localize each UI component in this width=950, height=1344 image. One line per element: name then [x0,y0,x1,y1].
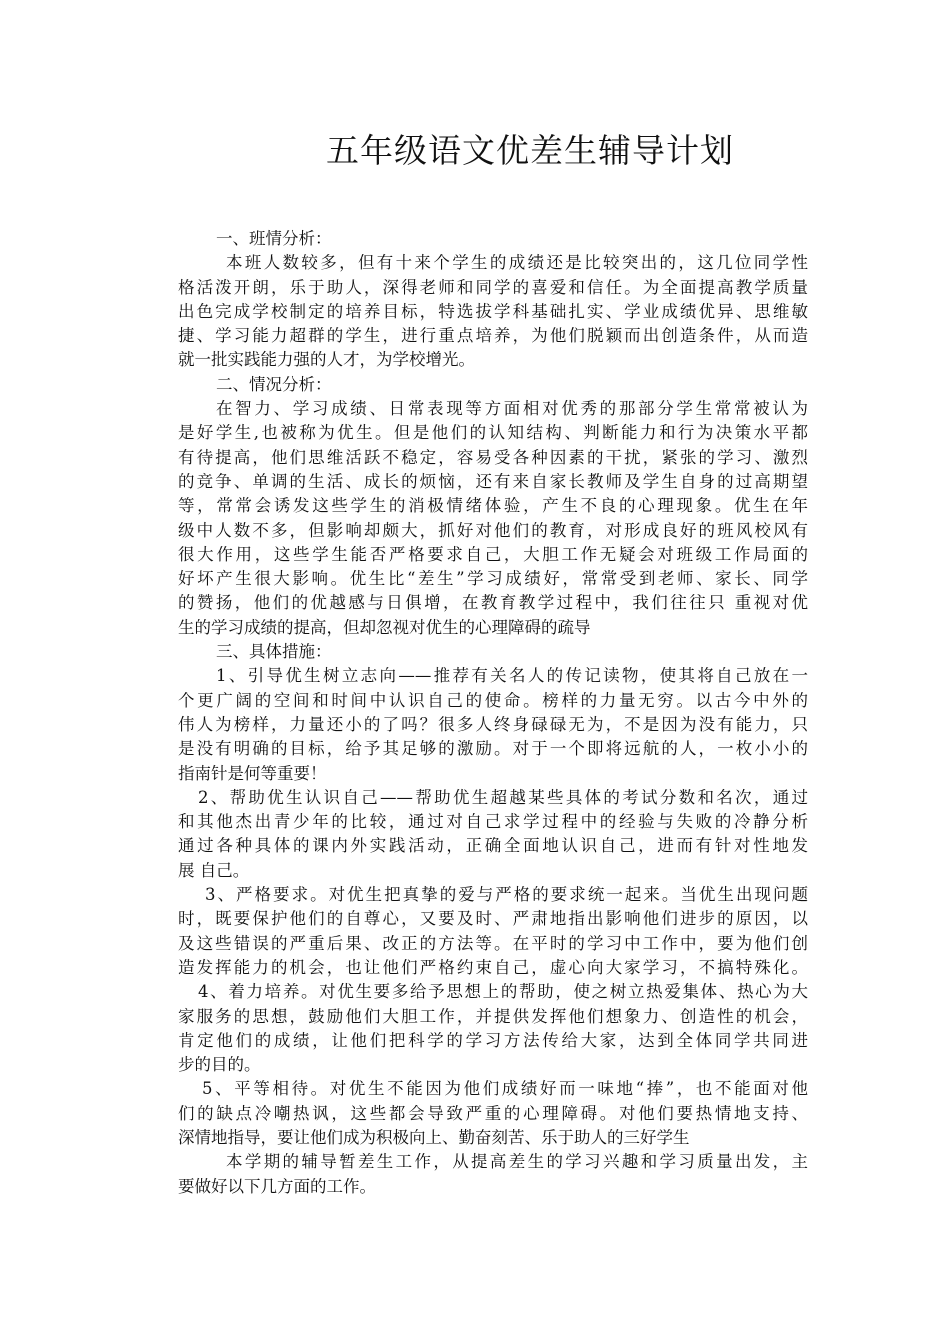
paragraph-line: 好坏产生很大影响。优生比“差生”学习成绩好，常常受到老师、家长、同学 [178,569,808,589]
paragraph-line: 就一批实践能力强的人才，为学校增光。 [178,350,475,370]
section-heading: 二、情况分析： [216,374,332,394]
paragraph-line: 3、严格要求。对优生把真挚的爱与严格的要求统一起来。当优生出现问题 [205,885,808,905]
paragraph-line: 出色完成学校制定的培养目标，特选拔学科基础扎实、学业成绩优异、思维敏 [178,301,808,321]
paragraph-line: 深情地指导，要让他们成为积极向上、勤奋刻苦、乐于助人的三好学生 [178,1127,690,1147]
paragraph-line: 步的目的。 [178,1055,261,1075]
paragraph-line: 2、帮助优生认识自己——帮助优生超越某些具体的考试分数和名次，通过 [198,787,808,807]
paragraph-line: 5、平等相待。对优生不能因为他们成绩好而一味地“捧”，也不能面对他 [202,1079,808,1099]
section-heading: 一、班情分析： [216,229,332,248]
paragraph-line: 们的缺点冷嘲热讽，这些都会导致严重的心理障碍。对他们要热情地支持、 [178,1103,808,1123]
paragraph-line: 格活泼开朗，乐于助人，深得老师和同学的喜爱和信任。为全面提高教学质量 [178,277,808,297]
paragraph-line: 级中人数不多，但影响却颇大，抓好对他们的教育，对形成良好的班风校风有 [178,520,808,540]
paragraph-line: 家服务的思想，鼓励他们大胆工作，并提供发挥他们想象力、创造性的机会， [178,1006,808,1026]
document-title: 五年级语文优差生辅导计划 [326,131,734,170]
document-body [178,227,808,1199]
paragraph-line: 是好学生,也被称为优生。但是他们的认知结构、判断能力和行为决策水平都 [178,423,808,443]
paragraph-line: 及这些错误的严重后果、改正的方法等。在平时的学习中工作中，要为他们创 [178,933,808,953]
paragraph-line: 捷、学习能力超群的学生，进行重点培养，为他们脱颖而出创造条件，从而造 [178,326,808,346]
paragraph-line: 指南针是何等重要！ [178,763,327,783]
paragraph-line: 时，既要保护他们的自尊心，又要及时、严肃地指出影响他们进步的原因，以 [178,909,808,929]
paragraph-line: 本学期的辅导暂差生工作，从提高差生的学习兴趣和学习质量出发，主 [226,1152,808,1172]
paragraph-line: 通过各种具体的课内外实践活动，正确全面地认识自己，进而有针对性地发 [178,836,808,856]
paragraph-line: 4、着力培养。对优生要多给予思想上的帮助，使之树立热爱集体、热心为大 [198,982,808,1002]
paragraph-line: 是没有明确的目标，给予其足够的激励。对于一个即将远航的人，一枚小小的 [178,739,808,759]
paragraph-line: 有待提高，他们思维活跃不稳定，容易受各种因素的干扰，紧张的学习、激烈 [178,447,808,467]
paragraph-line: 造发挥能力的机会，也让他们严格约束自己，虚心向大家学习，不搞特殊化。 [178,957,808,977]
paragraph-line: 的竞争、单调的生活、成长的烦恼，还有来自家长教师及学生自身的过高期望 [178,471,808,491]
paragraph-line: 生的学习成绩的提高，但却忽视对优生的心理障碍的疏导 [178,617,591,637]
paragraph-line: 在智力、学习成绩、日常表现等方面相对优秀的那部分学生常常被认为 [216,399,808,419]
paragraph-line: 很大作用，这些学生能否严格要求自己，大胆工作无疑会对班级工作局面的 [178,544,808,564]
paragraph-line: 展 自己。 [178,860,250,880]
paragraph-line: 1、引导优生树立志向——推荐有关名人的传记读物，使其将自己放在一 [216,666,808,686]
paragraph-line: 个更广阔的空间和时间中认识自己的使命。榜样的力量无穷。以古今中外的 [178,690,808,710]
section-heading: 三、具体措施： [216,642,332,662]
paragraph-line: 要做好以下几方面的工作。 [178,1176,376,1196]
paragraph-line: 肯定他们的成绩，让他们把科学的学习方法传给大家，达到全体同学共同进 [178,1030,808,1050]
paragraph-line: 伟人为榜样，力量还小的了吗？很多人终身碌碌无为，不是因为没有能力，只 [178,714,808,734]
paragraph-line: 的赞扬，他们的优越感与日俱增，在教育教学过程中，我们往往只 重视对优 [178,593,808,613]
paragraph-line: 和其他杰出青少年的比较，通过对自己求学过程中的经验与失败的冷静分析 [178,812,808,832]
paragraph-line: 本班人数较多，但有十来个学生的成绩还是比较突出的，这几位同学性 [226,253,808,273]
paragraph-line: 等，常常会诱发这些学生的消极情绪体验，产生不良的心理现象。优生在年 [178,496,808,516]
